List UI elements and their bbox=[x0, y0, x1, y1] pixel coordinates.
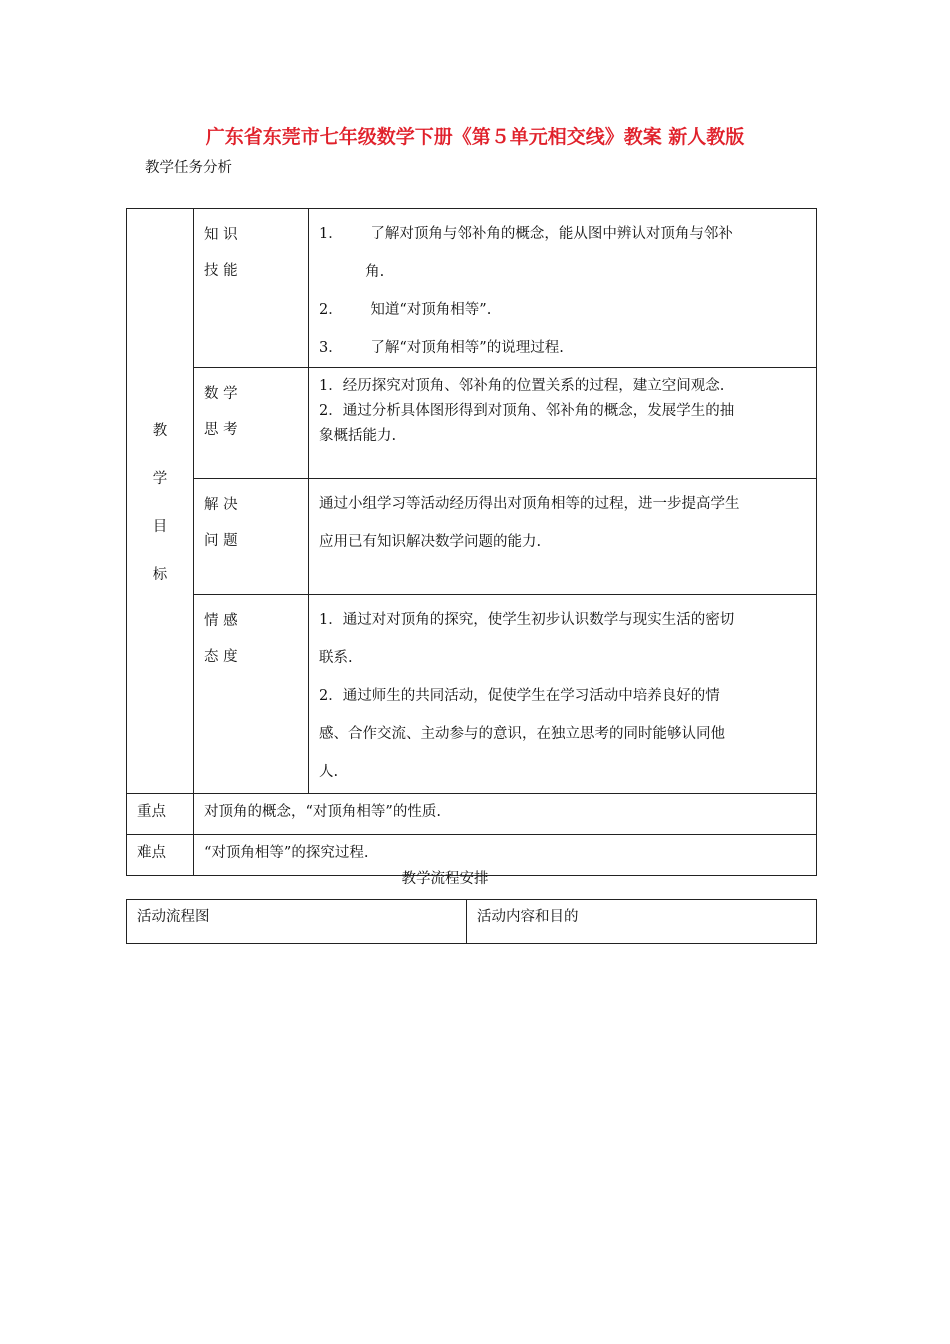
difficulty-text: “对顶角相等”的探究过程. bbox=[194, 835, 817, 876]
problem-solving-content: 通过小组学习等活动经历得出对顶角相等的过程，进一步提高学生 应用已有知识解决数学问题的能力. bbox=[309, 479, 817, 595]
problem-solving-label: 解 决 问 题 bbox=[194, 479, 309, 595]
key-point-label: 重点 bbox=[127, 794, 194, 835]
flow-header-chart: 活动流程图 bbox=[127, 900, 467, 944]
emotion-attitude-label: 情 感 态 度 bbox=[194, 595, 309, 794]
flow-table bbox=[126, 899, 817, 944]
flow-header-content: 活动内容和目的 bbox=[467, 900, 817, 944]
flow-caption: 教学流程安排 bbox=[401, 871, 489, 887]
key-point-text: 对顶角的概念，“对顶角相等”的性质. bbox=[194, 794, 817, 835]
knowledge-skills-label: 知 识 技 能 bbox=[194, 209, 309, 368]
document-title: 广东省东莞市七年级数学下册《第５单元相交线》教案 新人教版 bbox=[205, 126, 745, 148]
math-thinking-label: 数 学 思 考 bbox=[194, 368, 309, 479]
knowledge-skills-content: 1． 了解对顶角与邻补角的概念，能从图中辨认对顶角与邻补 角. 2． 知道“对顶角相等”. 3． 了解“对顶角相等”的说理过程. bbox=[309, 209, 817, 368]
objectives-group-label: 教 学 目 标 bbox=[127, 209, 194, 794]
difficulty-label: 难点 bbox=[127, 835, 194, 876]
math-thinking-content: 1．经历探究对顶角、邻补角的位置关系的过程，建立空间观念. 2．通过分析具体图形得到对顶角、邻补角的概念，发展学生的抽 象概括能力. bbox=[309, 368, 817, 479]
section-subtitle: 教学任务分析 bbox=[145, 160, 232, 176]
objectives-table bbox=[126, 208, 817, 876]
emotion-attitude-content: 1．通过对对顶角的探究，使学生初步认识数学与现实生活的密切 联系. 2．通过师生的共同活动，促使学生在学习活动中培养良好的情 感、合作交流、主动参与的意识，在独立思考的同时能够认同他 人. bbox=[309, 595, 817, 794]
